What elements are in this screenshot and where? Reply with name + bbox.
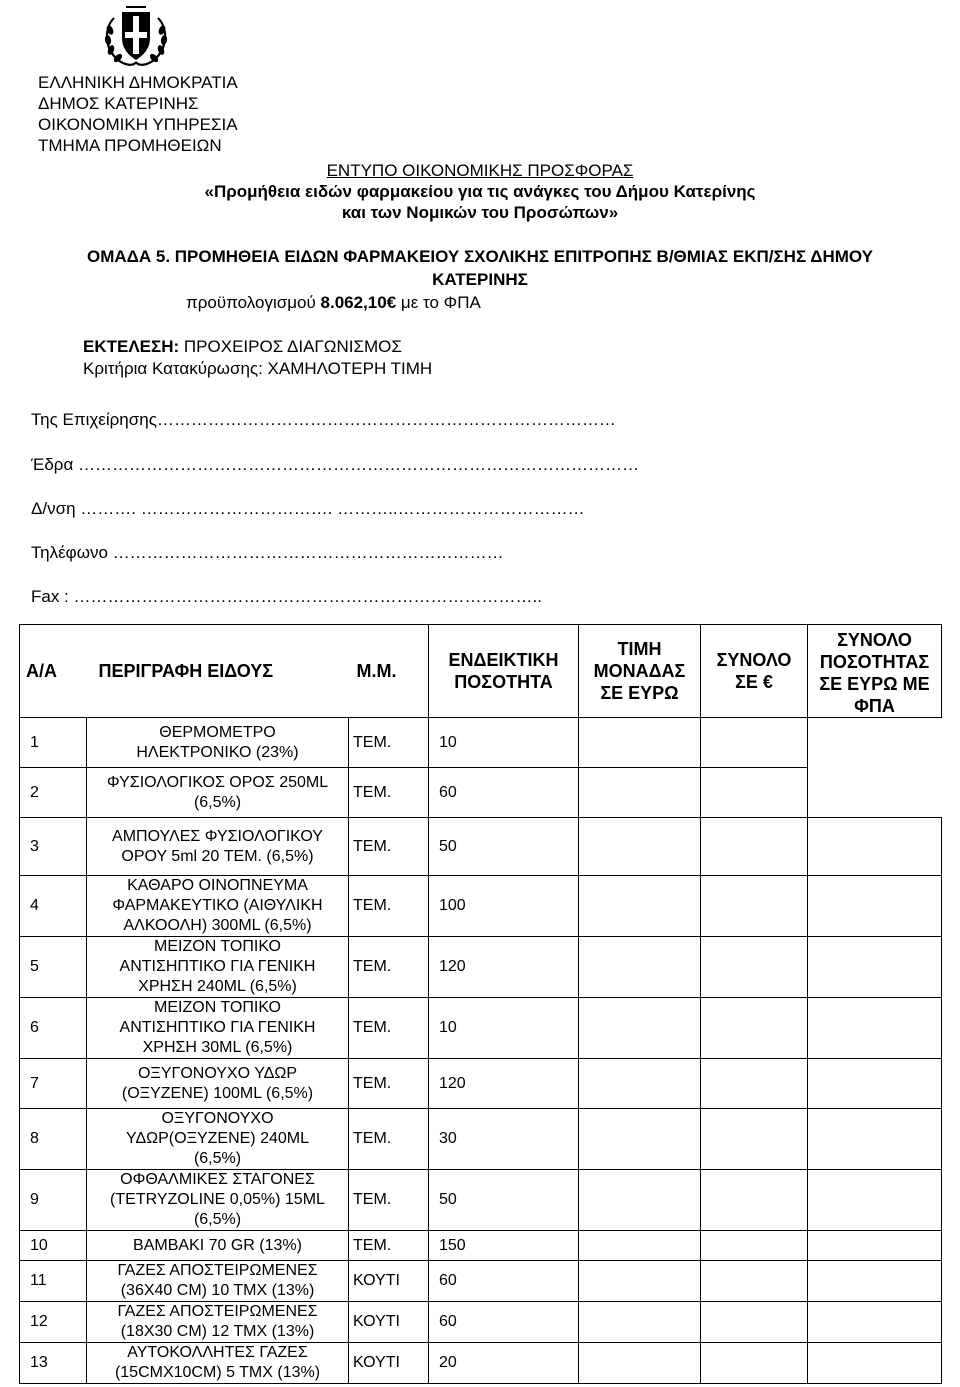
row-total (701, 718, 808, 768)
row-total (701, 876, 808, 937)
row-description-line: (ΟΞΥΖΕΝΕ) 100ML (6,5%) (121, 1084, 314, 1102)
row-quantity: 120 (429, 1059, 579, 1109)
row-description-line: ΑΥΤΟΚΟΛΛΗΤΕΣ ΓΑΖΕΣ (127, 1344, 308, 1361)
row-description-line: (15CMX10CM) 5 TMX (13%) (114, 1364, 321, 1381)
table-row (20, 718, 942, 768)
row-description (87, 1261, 349, 1302)
header-quantity-line: ΠΟΣΟΤΗΤΑ (454, 672, 553, 692)
table-row (20, 1261, 942, 1302)
row-unit: ΤΕΜ. (349, 1231, 429, 1261)
row-unit: ΤΕΜ. (349, 1109, 429, 1170)
group-title-line2: ΚΑΤΕΡΙΝΗΣ (432, 270, 528, 289)
budget-amount: 8.062,10 (320, 293, 387, 312)
row-total-with-vat (808, 1170, 942, 1231)
row-description-line: ΟΡΟΥ 5ml 20 ΤΕΜ. (6,5%) (121, 847, 314, 865)
row-total (701, 998, 808, 1059)
row-description-line: ΟΦΘΑΛΜΙΚΕΣ ΣΤΑΓΟΝΕΣ (120, 1171, 315, 1188)
row-description-line: ΦΥΣΙΟΛΟΓΙΚΟΣ ΟΡΟΣ 250ML (106, 773, 329, 791)
header-unit: Μ.Μ. (349, 625, 429, 718)
row-quantity: 50 (429, 1170, 579, 1231)
row-total-with-vat (808, 818, 942, 876)
row-description (87, 1343, 349, 1384)
row-description-line: ΧΡΗΣΗ 30ML (6,5%) (142, 1039, 293, 1056)
field-company: Της Επιχείρησης……………………………………………………………………… (31, 410, 616, 429)
row-unit-price (579, 1059, 701, 1109)
header-line-municipality: ΔΗΜΟΣ ΚΑΤΕΡΙΝΗΣ (38, 94, 199, 113)
row-description-line: (6,5%) (193, 793, 242, 811)
header-unit-price-line: ΣΕ ΕΥΡΩ (600, 683, 679, 703)
execution-value: ΠΡΟΧΕΙΡΟΣ ΔΙΑΓΩΝΙΣΜΟΣ (183, 337, 402, 356)
header-total-vat-line: ΦΠΑ (854, 696, 895, 716)
row-unit: ΤΕΜ. (349, 998, 429, 1059)
award-criteria: Κριτήρια Κατακύρωσης: ΧΑΜΗΛΟΤΕΡΗ ΤΙΜΗ (83, 359, 433, 378)
row-quantity: 150 (429, 1231, 579, 1261)
table-row (20, 1170, 942, 1231)
row-quantity: 120 (429, 937, 579, 998)
row-unit: ΚΟΥΤΙ (349, 1261, 429, 1302)
header-aa: Α/Α (20, 625, 87, 718)
header-line-country: ΕΛΛΗΝΙΚΗ ΔΗΜΟΚΡΑΤΙΑ (38, 73, 238, 92)
row-total (701, 1109, 808, 1170)
row-unit: ΚΟΥΤΙ (349, 1302, 429, 1343)
row-description-line: ΚΑΘΑΡΟ ΟΙΝΟΠΝΕΥΜΑ (127, 877, 308, 894)
items-table-body (20, 718, 942, 1384)
row-number: 1 (20, 718, 87, 768)
row-unit-price (579, 718, 701, 768)
table-row (20, 1343, 942, 1384)
row-unit-price (579, 937, 701, 998)
row-unit-price (579, 1302, 701, 1343)
row-total (701, 1302, 808, 1343)
row-quantity: 10 (429, 718, 579, 768)
row-description-line: ΒΑΜΒΑΚΙ 70 GR (13%) (133, 1236, 302, 1254)
currency-symbol: € (386, 293, 397, 312)
row-description-line: ΜΕΙΖΟΝ ΤΟΠΙΚΟ (154, 938, 281, 955)
row-description-line: (6,5%) (193, 1211, 242, 1228)
header-total (701, 625, 808, 718)
header-unit-price (579, 625, 701, 718)
row-unit-price (579, 998, 701, 1059)
header-unit-price-line: ΜΟΝΑΔΑΣ (593, 661, 686, 681)
greek-coat-of-arms-icon (100, 2, 172, 72)
field-address: Δ/νση ………. ……………………………. ………..…………………………… (31, 499, 585, 518)
row-total-with-vat (808, 1059, 942, 1109)
row-unit: ΤΕΜ. (349, 818, 429, 876)
row-description-line: ΥΔΩΡ(ΟΞΥΖΕΝΕ) 240ML (125, 1130, 309, 1147)
header-total-line: ΣΥΝΟΛΟ (716, 650, 792, 670)
row-number: 11 (20, 1261, 87, 1302)
row-quantity: 60 (429, 1302, 579, 1343)
row-total-with-vat (808, 1302, 942, 1343)
row-unit: ΤΕΜ. (349, 876, 429, 937)
row-total (701, 818, 808, 876)
row-quantity: 10 (429, 998, 579, 1059)
row-unit-price (579, 1343, 701, 1384)
row-unit: ΤΕΜ. (349, 937, 429, 998)
row-description-line: ΑΝΤΙΣΗΠΤΙΚΟ ΓΙΑ ΓΕΝΙΚΗ (119, 1019, 316, 1036)
header-line-department: ΤΜΗΜΑ ΠΡΟΜΗΘΕΙΩΝ (38, 136, 222, 155)
procurement-title-line1: «Προμήθεια ειδών φαρμακείου για τις ανάγκες του Δήμου Κατερίνης (204, 182, 756, 201)
table-header-row (20, 625, 942, 718)
row-description (87, 1170, 349, 1231)
header-line-service: ΟΙΚΟΝΟΜΙΚΗ ΥΠΗΡΕΣΙΑ (38, 115, 238, 134)
row-number: 3 (20, 818, 87, 876)
row-description-line: ΓΑΖΕΣ ΑΠΟΣΤΕΙΡΩΜΕΝΕΣ (117, 1262, 318, 1279)
row-unit: ΤΕΜ. (349, 1170, 429, 1231)
row-unit-price (579, 818, 701, 876)
budget-prefix: προϋπολογισμού (186, 293, 321, 312)
row-unit-price (579, 768, 701, 818)
execution-line (83, 337, 402, 357)
table-row (20, 768, 942, 818)
row-description-line: ΟΞΥΓΟΝΟΥΧΟ ΥΔΩΡ (137, 1064, 297, 1082)
row-description-line: (TETRYZOLINE 0,05%) 15ML (110, 1191, 325, 1208)
header-quantity (429, 625, 579, 718)
header-unit-price-line: ΤΙΜΗ (617, 639, 662, 659)
row-total (701, 1170, 808, 1231)
row-description (87, 1059, 349, 1109)
row-description-line: (18Χ30 CM) 12 ΤΜΧ (13%) (120, 1323, 315, 1340)
row-total-with-vat (808, 937, 942, 998)
row-number: 7 (20, 1059, 87, 1109)
form-title: ΕΝΤΥΠΟ ΟΙΚΟΝΟΜΙΚΗΣ ΠΡΟΣΦΟΡΑΣ (326, 161, 634, 180)
row-total (701, 937, 808, 998)
row-unit-price (579, 1261, 701, 1302)
row-number: 4 (20, 876, 87, 937)
table-row (20, 1231, 942, 1261)
row-number: 10 (20, 1231, 87, 1261)
row-quantity: 60 (429, 768, 579, 818)
budget-line (186, 293, 481, 313)
row-number: 6 (20, 998, 87, 1059)
table-row (20, 937, 942, 998)
row-description-line: ΧΡΗΣΗ 240ML (6,5%) (138, 978, 297, 995)
row-description (87, 1109, 349, 1170)
row-total-with-vat (808, 1261, 942, 1302)
row-quantity: 20 (429, 1343, 579, 1384)
row-description-line: ΑΝΤΙΣΗΠΤΙΚΟ ΓΙΑ ΓΕΝΙΚΗ (119, 958, 316, 975)
group-title-line1: ΟΜΑΔΑ 5. ΠΡΟΜΗΘΕΙΑ ΕΙΔΩΝ ΦΑΡΜΑΚΕΙΟΥ ΣΧΟΛΙΚΗΣ ΕΠΙΤΡΟΠΗΣ Β/ΘΜΙΑΣ ΕΚΠ/ΣΗΣ ΔΗΜΟΥ (86, 247, 873, 266)
table-row (20, 876, 942, 937)
row-quantity: 50 (429, 818, 579, 876)
row-description (87, 718, 349, 768)
table-row (20, 1059, 942, 1109)
row-quantity: 60 (429, 1261, 579, 1302)
header-total-vat-line: ΠΟΣΟΤΗΤΑΣ (819, 652, 930, 672)
table-row (20, 998, 942, 1059)
header-total-vat-line: ΣΥΝΟΛΟ (837, 630, 912, 650)
row-number: 12 (20, 1302, 87, 1343)
header-quantity-line: ΕΝΔΕΙΚΤΙΚΗ (448, 650, 559, 670)
row-description-line: ΗΛΕΚΤΡΟΝΙΚΟ (23%) (136, 743, 299, 761)
row-unit: ΤΕΜ. (349, 768, 429, 818)
row-total-with-vat (808, 998, 942, 1059)
row-description-line: ΜΕΙΖΟΝ ΤΟΠΙΚΟ (154, 999, 281, 1016)
row-unit: ΤΕΜ. (349, 718, 429, 768)
row-description-line: (36Χ40 CM) 10 ΤΜΧ (13%) (120, 1282, 315, 1299)
row-description-line: ΘΕΡΜΟΜΕΤΡΟ (159, 723, 276, 741)
header-total-vat-line: ΣΕ ΕΥΡΩ ΜΕ (819, 674, 930, 694)
row-quantity: 100 (429, 876, 579, 937)
field-seat: Έδρα ……………………………………………………………………………………… (31, 455, 640, 474)
org-header (38, 72, 238, 156)
table-row (20, 1302, 942, 1343)
header-total-with-vat (808, 625, 942, 718)
budget-suffix: με το ΦΠΑ (396, 293, 481, 312)
row-description (87, 998, 349, 1059)
row-description (87, 937, 349, 998)
row-number: 5 (20, 937, 87, 998)
row-description (87, 768, 349, 818)
header-description: ΠΕΡΙΓΡΑΦΗ ΕΙΔΟΥΣ (87, 625, 349, 718)
row-number: 13 (20, 1343, 87, 1384)
row-number: 8 (20, 1109, 87, 1170)
row-unit-price (579, 1109, 701, 1170)
row-total-with-vat (808, 1231, 942, 1261)
row-total-with-vat (808, 876, 942, 937)
row-description (87, 876, 349, 937)
row-total (701, 1261, 808, 1302)
row-number: 9 (20, 1170, 87, 1231)
field-phone: Τηλέφωνο …………………………………………………………… (31, 543, 504, 562)
row-description-line: ΟΞΥΓΟΝΟΥΧΟ (161, 1110, 274, 1127)
row-number: 2 (20, 768, 87, 818)
row-unit: ΚΟΥΤΙ (349, 1343, 429, 1384)
row-description (87, 818, 349, 876)
row-description-line: ΦΑΡΜΑΚΕΥΤΙΚΟ (ΑΙΘΥΛΙΚΗ (112, 897, 323, 914)
row-total-with-vat (808, 1343, 942, 1384)
row-description-line: ΑΜΠΟΥΛΕΣ ΦΥΣΙΟΛΟΓΙΚΟΥ (112, 827, 323, 845)
row-description-line: ΓΑΖΕΣ ΑΠΟΣΤΕΙΡΩΜΕΝΕΣ (117, 1303, 318, 1320)
row-total (701, 768, 808, 818)
header-total-line: ΣΕ € (735, 672, 773, 692)
row-unit-price (579, 1231, 701, 1261)
row-description (87, 1231, 349, 1261)
row-description (87, 1302, 349, 1343)
field-fax: Fax : ……………………………………………………………………….. (31, 587, 542, 606)
row-unit-price (579, 1170, 701, 1231)
row-description-line: (6,5%) (193, 1150, 242, 1167)
row-description-line: ΑΛΚΟΟΛΗ) 300ML (6,5%) (123, 917, 312, 934)
row-quantity: 30 (429, 1109, 579, 1170)
items-table (19, 624, 942, 1384)
table-row (20, 1109, 942, 1170)
table-row (20, 818, 942, 876)
execution-label: ΕΚΤΕΛΕΣΗ: (83, 337, 184, 356)
row-unit-price (579, 876, 701, 937)
row-total (701, 1059, 808, 1109)
row-total (701, 1231, 808, 1261)
procurement-title-line2: και των Νομικών του Προσώπων» (341, 203, 619, 222)
row-total (701, 1343, 808, 1384)
row-total-with-vat (808, 1109, 942, 1170)
row-unit: ΤΕΜ. (349, 1059, 429, 1109)
